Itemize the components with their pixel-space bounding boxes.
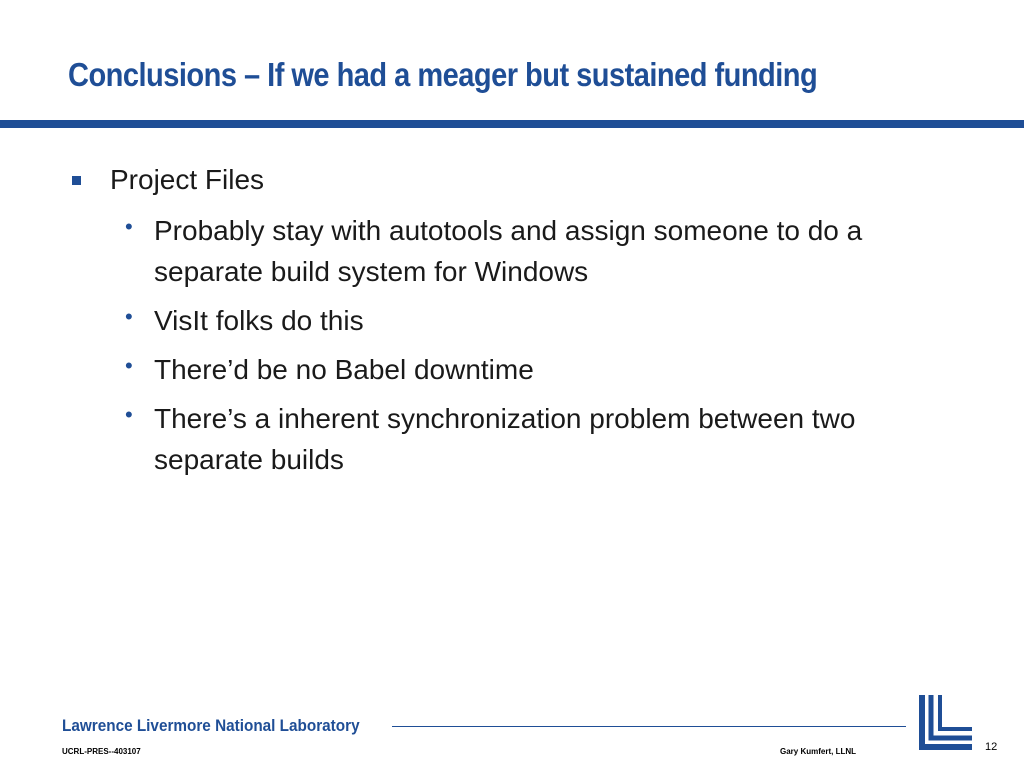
llnl-logo-icon (918, 695, 974, 753)
sub-bullet-synchronization: There’s a inherent synchronization problem between two separate builds (154, 403, 856, 475)
sub-bullet-visit: VisIt folks do this (154, 305, 364, 336)
round-bullet-icon: • (125, 402, 133, 427)
page-number: 12 (985, 741, 998, 753)
footer-divider (392, 726, 906, 727)
round-bullet-icon: • (125, 353, 133, 378)
round-bullet-icon: • (125, 304, 133, 329)
sub-bullet-babel-downtime: There’d be no Babel downtime (154, 354, 534, 385)
footer-author: Gary Kumfert, LLNL (780, 747, 857, 756)
title-divider (0, 120, 1024, 128)
slide-title: Conclusions – If we had a meager but sustained funding (68, 56, 818, 93)
round-bullet-icon: • (125, 214, 133, 239)
square-bullet-icon (72, 176, 81, 185)
footer-document-id: UCRL-PRES--403107 (62, 747, 141, 756)
sub-bullet-autotools: Probably stay with autotools and assign someone to do a separate build system for Windows (154, 215, 863, 287)
bullet-project-files: Project Files (110, 164, 265, 195)
footer-lab-name: Lawrence Livermore National Laboratory (62, 716, 360, 735)
